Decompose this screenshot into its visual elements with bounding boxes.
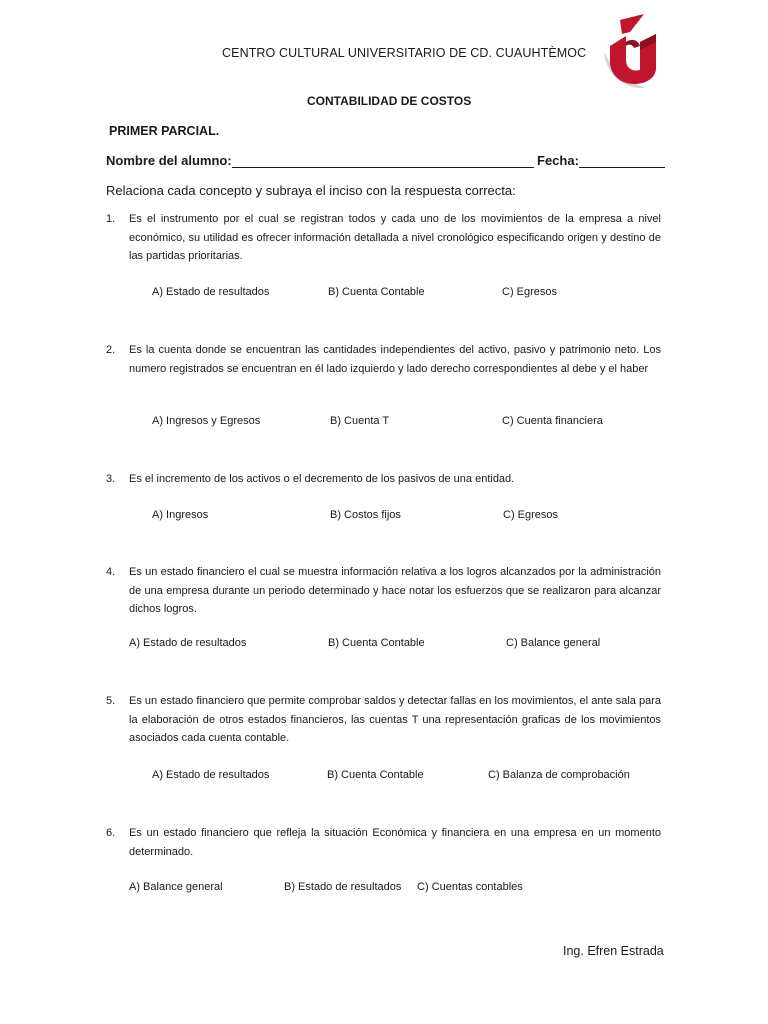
option-b[interactable]: B) Cuenta T — [330, 415, 390, 427]
question-text: Es el incremento de los activos o el decremento de los pasivos de una entidad. — [129, 473, 515, 485]
date-field[interactable] — [579, 153, 665, 168]
option-b[interactable]: B) Cuenta Contable — [328, 637, 425, 649]
option-c[interactable]: C) Balanza de comprobación — [488, 769, 630, 781]
question-1 — [106, 210, 661, 266]
institution-header: CENTRO CULTURAL UNIVERSITARIO DE CD. CUAUHTÈMOC — [222, 46, 587, 60]
question-number: 1. — [106, 213, 116, 225]
question-number: 5. — [106, 695, 116, 707]
exam-title: PRIMER PARCIAL. — [109, 124, 220, 138]
question-number: 2. — [106, 344, 116, 356]
option-b[interactable]: B) Estado de resultados — [284, 881, 402, 893]
option-c[interactable]: C) Cuentas contables — [417, 881, 523, 893]
question-text: Es un estado financiero que refleja la situación Económica y financiera en una empresa en un momento determinado. — [129, 827, 661, 858]
question-number: 3. — [106, 473, 116, 485]
university-shield-logo-icon — [600, 12, 666, 92]
student-name-row — [106, 153, 534, 168]
question-3 — [106, 470, 661, 489]
question-2 — [106, 341, 661, 378]
question-5 — [106, 692, 661, 748]
option-a[interactable]: A) Estado de resultados — [129, 637, 247, 649]
option-a[interactable]: A) Ingresos y Egresos — [152, 415, 261, 427]
option-b[interactable]: B) Costos fijos — [330, 509, 401, 521]
instruction-text: Relaciona cada concepto y subraya el inciso con la respuesta correcta: — [106, 183, 516, 198]
student-name-field[interactable] — [232, 153, 534, 168]
option-a[interactable]: A) Estado de resultados — [152, 286, 270, 298]
subject-title: CONTABILIDAD DE COSTOS — [307, 94, 472, 108]
question-text: Es un estado financiero el cual se muestra información relativa a los logros alcanzados por la administración de una empresa durante un periodo determinado y hace notar los esfuerzos que se realizaron para alcanzar dichos logros. — [129, 566, 661, 615]
option-c[interactable]: C) Egresos — [502, 286, 558, 298]
question-number: 4. — [106, 566, 116, 578]
option-c[interactable]: C) Egresos — [503, 509, 559, 521]
question-text: Es un estado financiero que permite comprobar saldos y detectar fallas en los movimientos, el ante sala para la elaboración de otros estados financieros, las cuentas T una representación graficas de los movimientos asociados cada cuenta contable. — [129, 695, 661, 744]
teacher-signature: Ing. Efren Estrada — [563, 944, 664, 958]
date-row — [537, 153, 665, 168]
question-6 — [106, 824, 661, 861]
student-name-label: Nombre del alumno: — [106, 153, 232, 168]
question-4 — [106, 563, 661, 619]
question-text: Es el instrumento por el cual se registran todos y cada uno de los movimientos de la empresa a nivel económico, su utilidad es ofrecer información detallada a nivel cronológico especificando origen y destino de las partidas prioritarias. — [129, 213, 661, 262]
option-a[interactable]: A) Estado de resultados — [152, 769, 270, 781]
date-label: Fecha: — [537, 153, 579, 168]
option-b[interactable]: B) Cuenta Contable — [328, 286, 425, 298]
question-number: 6. — [106, 827, 116, 839]
question-text: Es la cuenta donde se encuentran las cantidades independientes del activo, pasivo y patrimonio neto. Los numero registrados se encuentran en él lado izquierdo y lado derecho correspondientes al debe y el haber — [129, 344, 661, 375]
option-c[interactable]: C) Balance general — [506, 637, 601, 649]
option-b[interactable]: B) Cuenta Contable — [327, 769, 424, 781]
option-c[interactable]: C) Cuenta financiera — [502, 415, 603, 427]
option-a[interactable]: A) Balance general — [129, 881, 223, 893]
option-a[interactable]: A) Ingresos — [152, 509, 209, 521]
